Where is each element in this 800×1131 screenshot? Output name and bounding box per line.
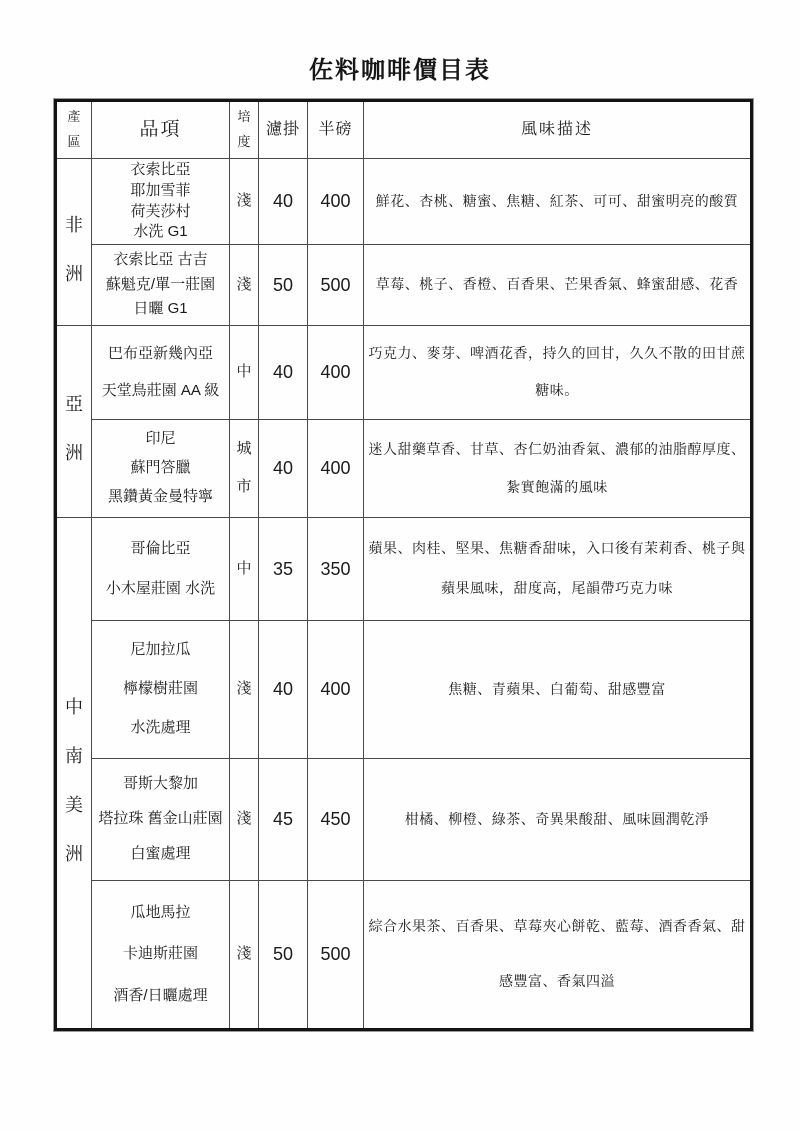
header-halfpound-label: 半磅 bbox=[318, 121, 353, 138]
roast-value: 城 bbox=[236, 439, 252, 457]
flavor-cell bbox=[364, 420, 752, 518]
region-char: 中 bbox=[65, 696, 83, 717]
drip-price: 35 bbox=[272, 558, 294, 579]
item-cell bbox=[92, 759, 230, 881]
flavor-cell bbox=[364, 881, 752, 1030]
item-line: 荷芙莎村 bbox=[130, 202, 191, 220]
item-line: 天堂鳥莊園 AA 級 bbox=[101, 381, 220, 399]
table-row bbox=[56, 245, 752, 326]
item-line: 瓜地馬拉 bbox=[130, 903, 191, 921]
table-row bbox=[56, 881, 752, 1030]
item-cell bbox=[92, 159, 230, 245]
item-line: 檸檬樹莊園 bbox=[122, 680, 198, 698]
item-line: 日曬 G1 bbox=[133, 300, 188, 318]
header-halfpound bbox=[308, 101, 364, 159]
halfpound-price-cell bbox=[308, 159, 364, 245]
flavor-cell bbox=[364, 518, 752, 621]
halfpound-price-cell bbox=[308, 245, 364, 326]
halfpound-price-cell bbox=[308, 759, 364, 881]
drip-price-cell bbox=[259, 881, 308, 1030]
item-line: 白蜜處理 bbox=[130, 845, 191, 863]
region-cell-central-south-america bbox=[56, 518, 92, 1030]
halfpound-price-cell bbox=[308, 420, 364, 518]
roast-value: 淺 bbox=[236, 192, 252, 210]
drip-price-cell bbox=[259, 245, 308, 326]
flavor-line: 迷人甜藥草香、甘草、杏仁奶油香氣、濃郁的油脂醇厚度、 bbox=[368, 440, 746, 457]
region-char: 洲 bbox=[65, 263, 83, 284]
flavor-line: 柑橘、柳橙、綠茶、奇異果酸甜、風味圓潤乾淨 bbox=[404, 810, 710, 827]
halfpound-price-cell bbox=[308, 326, 364, 420]
page-title: 佐料咖啡價目表 bbox=[309, 57, 491, 84]
drip-price-cell bbox=[259, 518, 308, 621]
header-item-label: 品項 bbox=[139, 119, 182, 141]
flavor-line: 感豐富、香氣四溢 bbox=[499, 973, 615, 990]
header-roast-char: 培 bbox=[237, 109, 251, 125]
roast-value: 中 bbox=[236, 559, 252, 577]
drip-price: 40 bbox=[272, 458, 294, 479]
header-flavor-label: 風味描述 bbox=[520, 121, 593, 138]
drip-price: 50 bbox=[272, 274, 294, 295]
item-cell bbox=[92, 245, 230, 326]
header-roast-char: 度 bbox=[237, 134, 251, 150]
table-row bbox=[56, 420, 752, 518]
flavor-line: 紮實飽滿的風味 bbox=[506, 478, 608, 495]
flavor-line: 糖味。 bbox=[535, 382, 579, 399]
halfpound-price-cell bbox=[308, 621, 364, 759]
item-line: 耶加雪菲 bbox=[130, 181, 191, 199]
region-char: 洲 bbox=[65, 843, 83, 864]
halfpound-price: 500 bbox=[320, 944, 351, 965]
header-region bbox=[56, 101, 92, 159]
roast-value: 中 bbox=[236, 363, 252, 381]
region-cell-africa bbox=[56, 159, 92, 326]
roast-value: 淺 bbox=[236, 810, 252, 828]
halfpound-price: 450 bbox=[320, 809, 351, 830]
item-line: 印尼 bbox=[145, 430, 176, 448]
item-line: 蘇門答臘 bbox=[130, 459, 191, 477]
roast-value: 淺 bbox=[236, 275, 252, 293]
item-cell bbox=[92, 518, 230, 621]
item-cell bbox=[92, 326, 230, 420]
drip-price-cell bbox=[259, 759, 308, 881]
roast-value: 淺 bbox=[236, 680, 252, 698]
item-line: 卡迪斯莊園 bbox=[122, 945, 198, 963]
flavor-line: 草莓、桃子、香橙、百香果、芒果香氣、蜂蜜甜感、花香 bbox=[375, 276, 739, 293]
region-char: 亞 bbox=[65, 394, 83, 414]
region-char: 南 bbox=[65, 745, 83, 766]
halfpound-price: 500 bbox=[320, 274, 351, 295]
header-region-char: 區 bbox=[67, 134, 81, 150]
halfpound-price: 400 bbox=[320, 191, 351, 212]
table-row bbox=[56, 518, 752, 621]
roast-cell bbox=[230, 159, 259, 245]
drip-price: 40 bbox=[272, 679, 294, 700]
roast-cell bbox=[230, 420, 259, 518]
flavor-cell bbox=[364, 326, 752, 420]
flavor-line: 蘋果風味，甜度高，尾韻帶巧克力味 bbox=[441, 580, 673, 597]
flavor-line: 焦糖、青蘋果、白葡萄、甜感豐富 bbox=[448, 680, 666, 697]
halfpound-price-cell bbox=[308, 518, 364, 621]
flavor-line: 鮮花、杏桃、糖蜜、焦糖、紅茶、可可、甜蜜明亮的酸質 bbox=[375, 192, 739, 209]
item-line: 尼加拉瓜 bbox=[130, 641, 191, 659]
region-char: 非 bbox=[65, 214, 83, 235]
item-line: 黑鑽黃金曼特寧 bbox=[107, 488, 213, 506]
flavor-cell bbox=[364, 245, 752, 326]
halfpound-price: 350 bbox=[320, 558, 351, 579]
header-region-char: 產 bbox=[67, 109, 81, 125]
drip-price-cell bbox=[259, 420, 308, 518]
halfpound-price-cell bbox=[308, 881, 364, 1030]
halfpound-price: 400 bbox=[320, 679, 351, 700]
drip-price: 50 bbox=[272, 944, 294, 965]
item-line: 小木屋莊園 水洗 bbox=[105, 579, 216, 597]
item-cell bbox=[92, 881, 230, 1030]
roast-cell bbox=[230, 759, 259, 881]
halfpound-price: 400 bbox=[320, 458, 351, 479]
region-char: 美 bbox=[65, 794, 83, 815]
halfpound-price: 400 bbox=[320, 362, 351, 383]
flavor-line: 巧克力、麥芽、啤酒花香，持久的回甘，久久不散的田甘蔗 bbox=[368, 345, 746, 362]
coffee-price-table bbox=[54, 99, 753, 1031]
roast-cell bbox=[230, 326, 259, 420]
header-item bbox=[92, 101, 230, 159]
region-char: 洲 bbox=[65, 443, 83, 463]
table-row bbox=[56, 159, 752, 245]
drip-price: 40 bbox=[272, 191, 294, 212]
table-row bbox=[56, 621, 752, 759]
item-line: 哥倫比亞 bbox=[130, 539, 191, 557]
roast-cell bbox=[230, 518, 259, 621]
flavor-cell bbox=[364, 759, 752, 881]
item-line: 衣索比亞 古吉 bbox=[113, 250, 208, 268]
item-line: 水洗處理 bbox=[130, 719, 191, 737]
item-line: 哥斯大黎加 bbox=[122, 775, 198, 793]
item-line: 水洗 G1 bbox=[133, 223, 188, 241]
roast-cell bbox=[230, 881, 259, 1030]
header-roast bbox=[230, 101, 259, 159]
drip-price-cell bbox=[259, 326, 308, 420]
roast-value: 市 bbox=[236, 478, 252, 496]
roast-cell bbox=[230, 621, 259, 759]
table-row bbox=[56, 326, 752, 420]
item-line: 酒香/日曬處理 bbox=[113, 986, 208, 1004]
header-flavor bbox=[364, 101, 752, 159]
item-line: 塔拉珠 舊金山莊園 bbox=[98, 810, 223, 828]
flavor-cell bbox=[364, 159, 752, 245]
region-cell-asia bbox=[56, 326, 92, 518]
table-row bbox=[56, 759, 752, 881]
roast-cell bbox=[230, 245, 259, 326]
flavor-cell bbox=[364, 621, 752, 759]
item-cell bbox=[92, 621, 230, 759]
item-line: 蘇魁克/單一莊園 bbox=[105, 275, 216, 293]
item-line: 巴布亞新幾內亞 bbox=[107, 344, 213, 362]
drip-price-cell bbox=[259, 159, 308, 245]
table-header-row bbox=[56, 101, 752, 159]
item-line: 衣索比亞 bbox=[130, 161, 191, 178]
roast-value: 淺 bbox=[236, 945, 252, 963]
drip-price: 40 bbox=[272, 362, 294, 383]
flavor-line: 蘋果、肉桂、堅果、焦糖香甜味，入口後有茉莉香、桃子與 bbox=[368, 540, 746, 557]
drip-price: 45 bbox=[272, 809, 294, 830]
item-cell bbox=[92, 420, 230, 518]
header-drip-label: 濾掛 bbox=[265, 121, 300, 138]
flavor-line: 綜合水果茶、百香果、草莓夾心餅乾、藍莓、酒香香氣、甜 bbox=[368, 918, 746, 935]
drip-price-cell bbox=[259, 621, 308, 759]
header-drip bbox=[259, 101, 308, 159]
